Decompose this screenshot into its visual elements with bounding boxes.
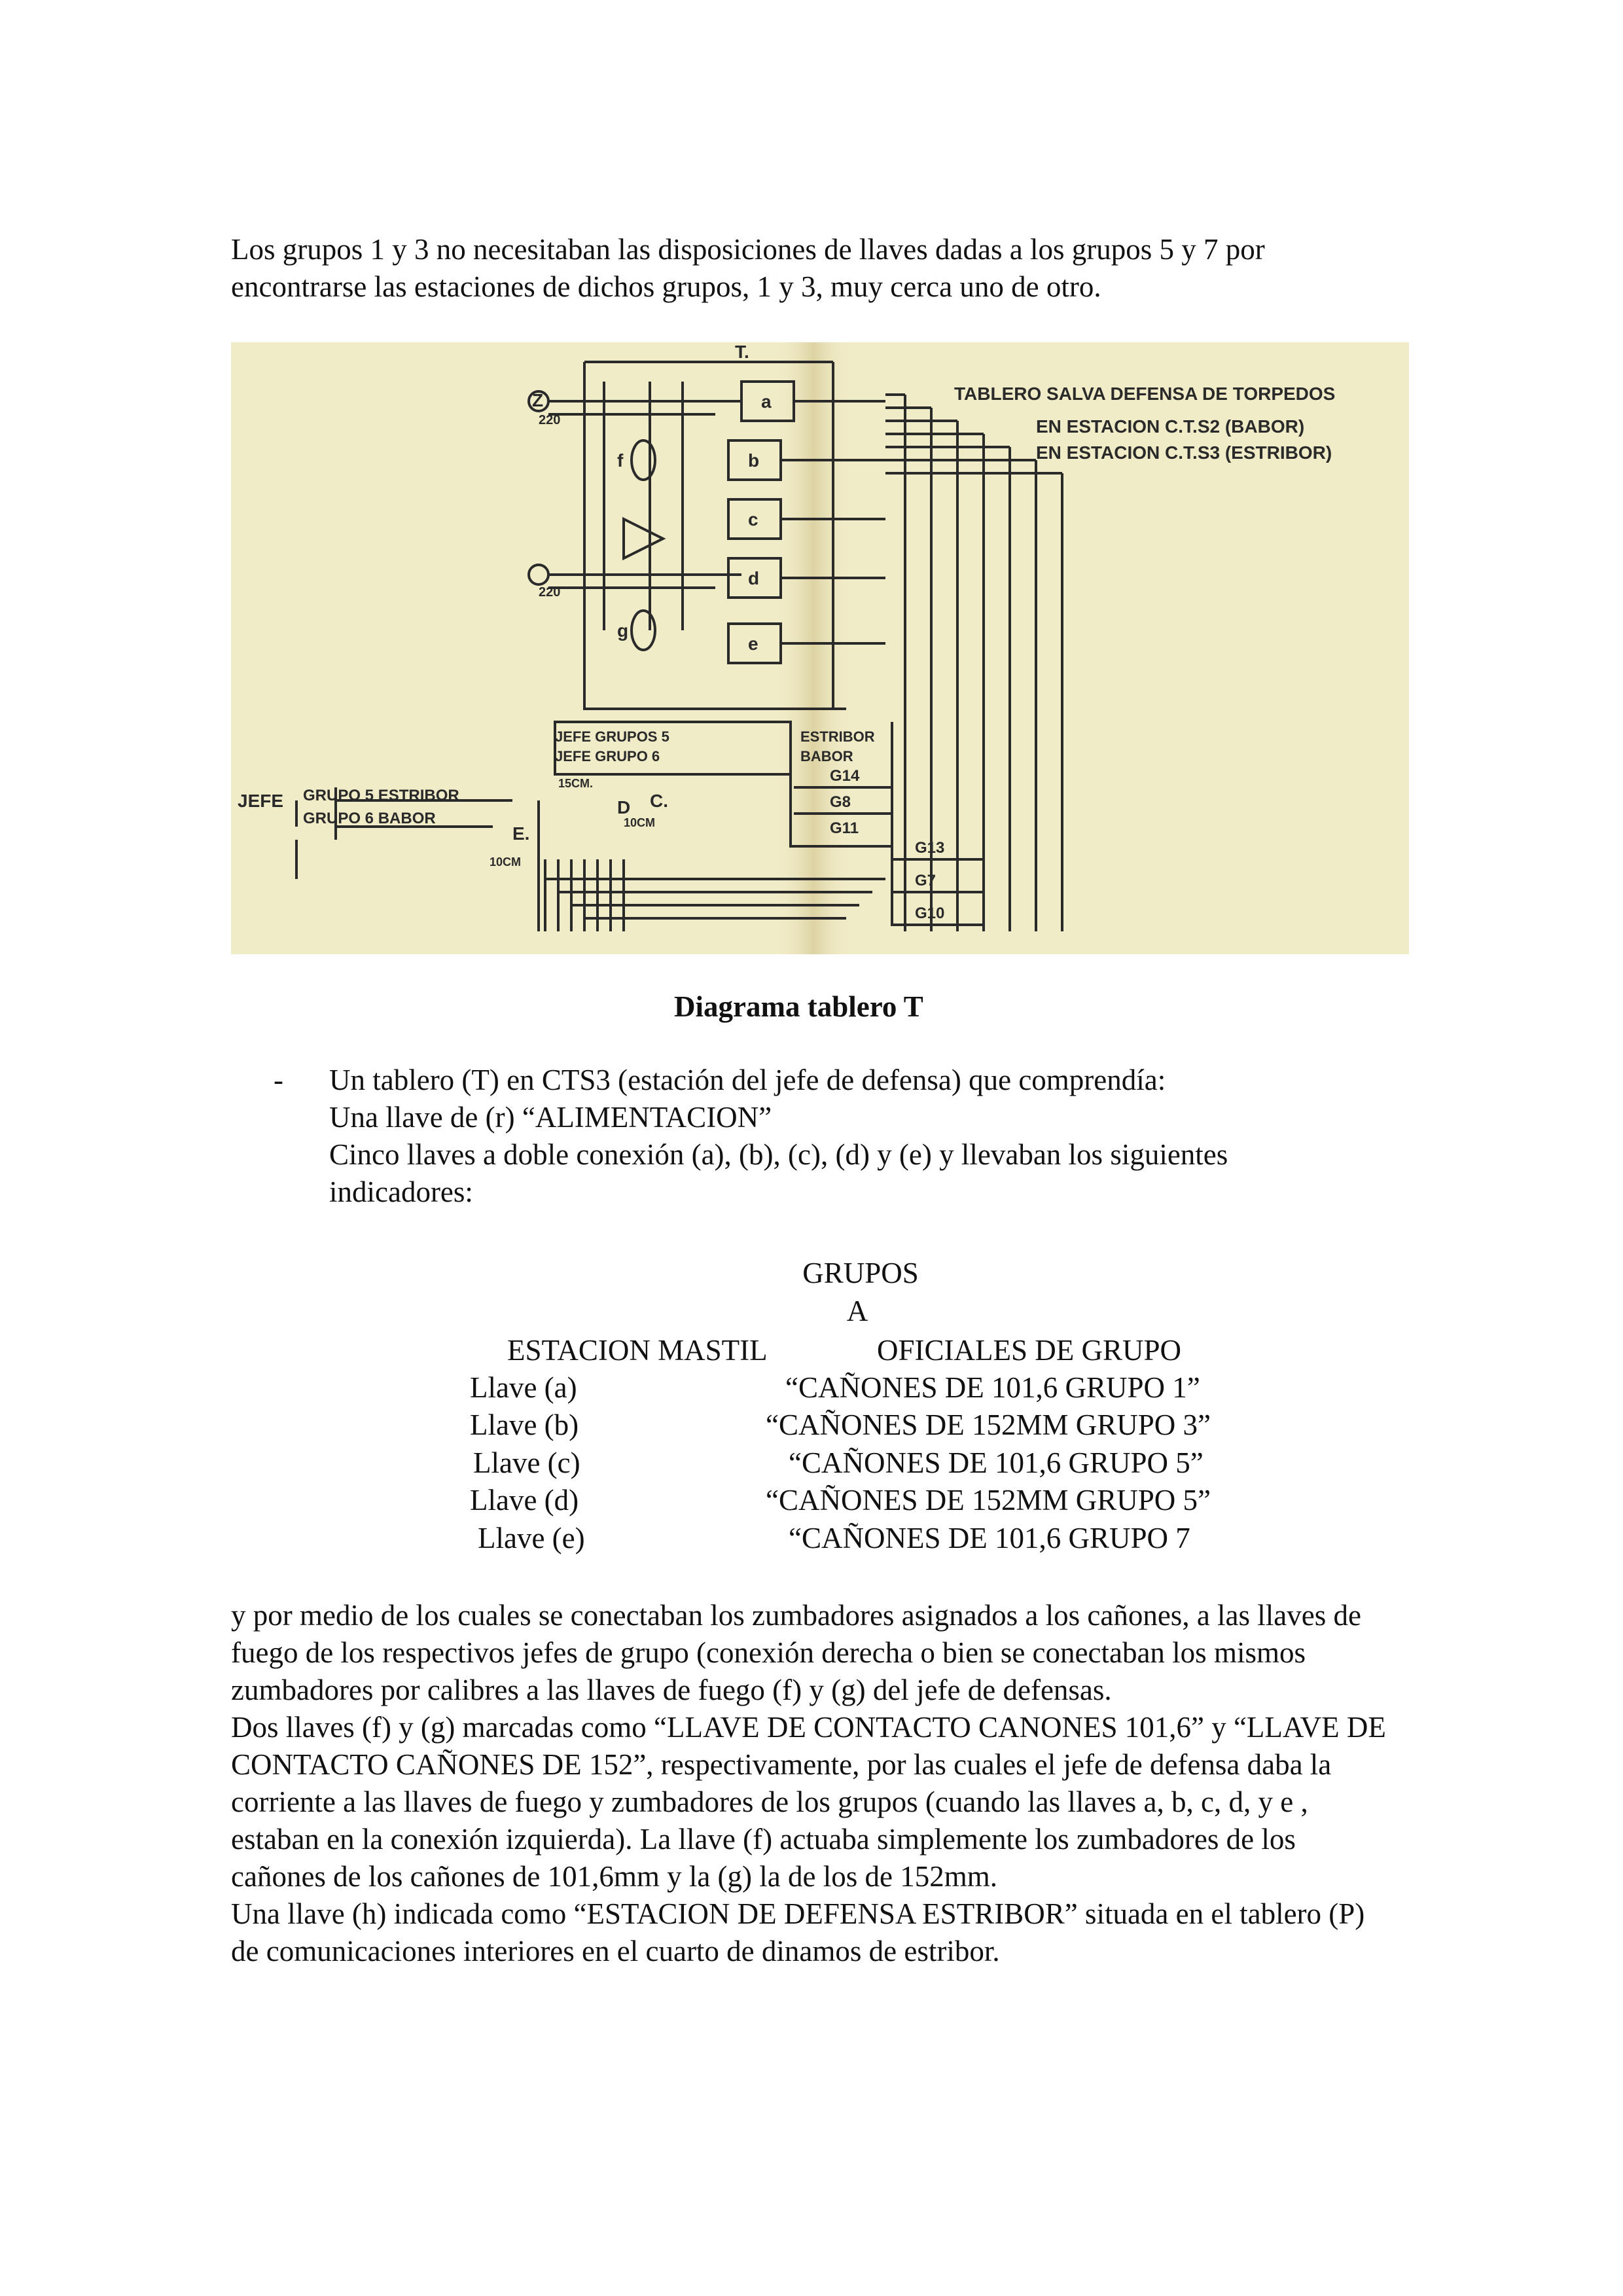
- g11-label: G11: [830, 819, 859, 837]
- list-line-4: indicadores:: [329, 1175, 473, 1208]
- table-heading-a: A: [846, 1295, 868, 1327]
- table-col-left: ESTACION MASTIL: [507, 1334, 768, 1367]
- d-label: D: [617, 797, 631, 817]
- terminal-z-top-label: Z: [532, 390, 544, 410]
- jefe-label: JEFE: [238, 791, 284, 811]
- diagram-title-3: EN ESTACION C.T.S3 (ESTRIBOR): [1036, 442, 1332, 463]
- c-label: C.: [650, 791, 668, 811]
- diagram-board-label: T.: [735, 342, 749, 362]
- wiring-diagram-svg: [231, 342, 1409, 954]
- figure-caption: Diagrama tablero T: [674, 990, 923, 1023]
- diagram-title-2: EN ESTACION C.T.S2 (BABOR): [1036, 416, 1305, 437]
- g13-label: G13: [915, 839, 945, 857]
- table-row-key: Llave (a): [470, 1371, 577, 1404]
- estribor-label: ESTRIBOR: [800, 728, 875, 745]
- key-d-label: d: [748, 568, 760, 588]
- body-paragraph-2: Dos llaves (f) y (g) marcadas como “LLAVE DE CONTACTO CANONES 101,6” y “LLAVE DE CONTACTO CAÑONES DE 152”, respectivamente, por las cuales el jefe de defensa daba la corriente a las llaves de fuego y zumbadores de los grupos (cuando las llaves a, b, c, d, y e , estaban en la conexión izquierda). La llave (f) actuaba simplemente los zumbadores de los cañones de los cañones de 101,6mm y la (g) la de los de 152mm.: [231, 1711, 1386, 1893]
- g10-label: G10: [915, 905, 945, 922]
- list-line-3: Cinco llaves a doble conexión (a), (b), (c), (d) y (e) y llevaban los siguientes: [329, 1138, 1228, 1171]
- list-lines: [329, 1062, 1376, 1211]
- body-paragraph-3: Una llave (h) indicada como “ESTACION DE DEFENSA ESTRIBOR” situada en el tablero (P) de comunicaciones interiores en el cuarto de dinamos de estribor.: [231, 1897, 1365, 1967]
- babor-label: BABOR: [800, 748, 853, 764]
- intro-line-1: Los grupos 1 y 3 no necesitaban las disposiciones de llaves dadas a los grupos 5 y 7 por: [231, 233, 1265, 266]
- jefe-grupos-2: JEFE GRUPO 6: [555, 748, 660, 764]
- key-a-label: a: [761, 391, 772, 412]
- cm-10-label-a: 10CM: [624, 816, 656, 829]
- e-label: E.: [512, 823, 530, 844]
- jefe-grupos-1: JEFE GRUPOS 5: [555, 728, 669, 745]
- key-b-label: b: [748, 450, 760, 471]
- cm-15-label: 15CM.: [558, 777, 594, 790]
- table-row-value: “CAÑONES DE 152MM GRUPO 5”: [766, 1484, 1211, 1516]
- voltage-1: 220: [539, 413, 561, 427]
- table-row-value: “CAÑONES DE 101,6 GRUPO 7: [789, 1522, 1190, 1554]
- g7-label: G7: [915, 872, 936, 889]
- key-f-label: f: [617, 450, 624, 471]
- body-text: [231, 1597, 1396, 1970]
- table-row-value: “CAÑONES DE 101,6 GRUPO 5”: [789, 1446, 1204, 1479]
- table-col-right: OFICIALES DE GRUPO: [877, 1334, 1182, 1367]
- table-row-key: Llave (e): [478, 1522, 585, 1554]
- table-row-key: Llave (c): [473, 1446, 580, 1479]
- grupo6-label: GRUPO 6 BABOR: [303, 810, 436, 827]
- voltage-2: 220: [539, 585, 561, 600]
- list-line-1: Un tablero (T) en CTS3 (estación del jefe de defensa) que comprendía:: [329, 1064, 1166, 1096]
- g14-label: G14: [830, 767, 860, 785]
- list-line-2: Una llave de (r) “ALIMENTACION”: [329, 1101, 772, 1134]
- table-row-key: Llave (b): [470, 1408, 579, 1441]
- diagram-title-1: TABLERO SALVA DEFENSA DE TORPEDOS: [954, 384, 1336, 404]
- key-g-label: g: [617, 620, 629, 641]
- wiring-diagram-figure: [231, 342, 1409, 954]
- g8-label: G8: [830, 793, 851, 811]
- fold-band: [774, 342, 853, 954]
- table-heading-grupos: GRUPOS: [802, 1257, 919, 1289]
- table-row-value: “CAÑONES DE 101,6 GRUPO 1”: [785, 1371, 1200, 1404]
- list-dash: -: [274, 1064, 283, 1096]
- key-e-label: e: [748, 634, 758, 654]
- intro-line-2: encontrarse las estaciones de dichos grupos, 1 y 3, muy cerca uno de otro.: [231, 270, 1101, 303]
- cm-10-label-b: 10CM: [490, 855, 522, 869]
- table-row-value: “CAÑONES DE 152MM GRUPO 3”: [766, 1408, 1211, 1441]
- table-row-key: Llave (d): [470, 1484, 579, 1516]
- grupo5-label: GRUPO 5 ESTRIBOR: [303, 787, 459, 804]
- body-paragraph-1: y por medio de los cuales se conectaban los zumbadores asignados a los cañones, a las llaves de fuego de los respectivos jefes de grupo (conexión derecha o bien se conectaban los mismos zumbadores por calibres a las llaves de fuego (f) y (g) del jefe de defensas.: [231, 1599, 1361, 1706]
- key-c-label: c: [748, 509, 758, 529]
